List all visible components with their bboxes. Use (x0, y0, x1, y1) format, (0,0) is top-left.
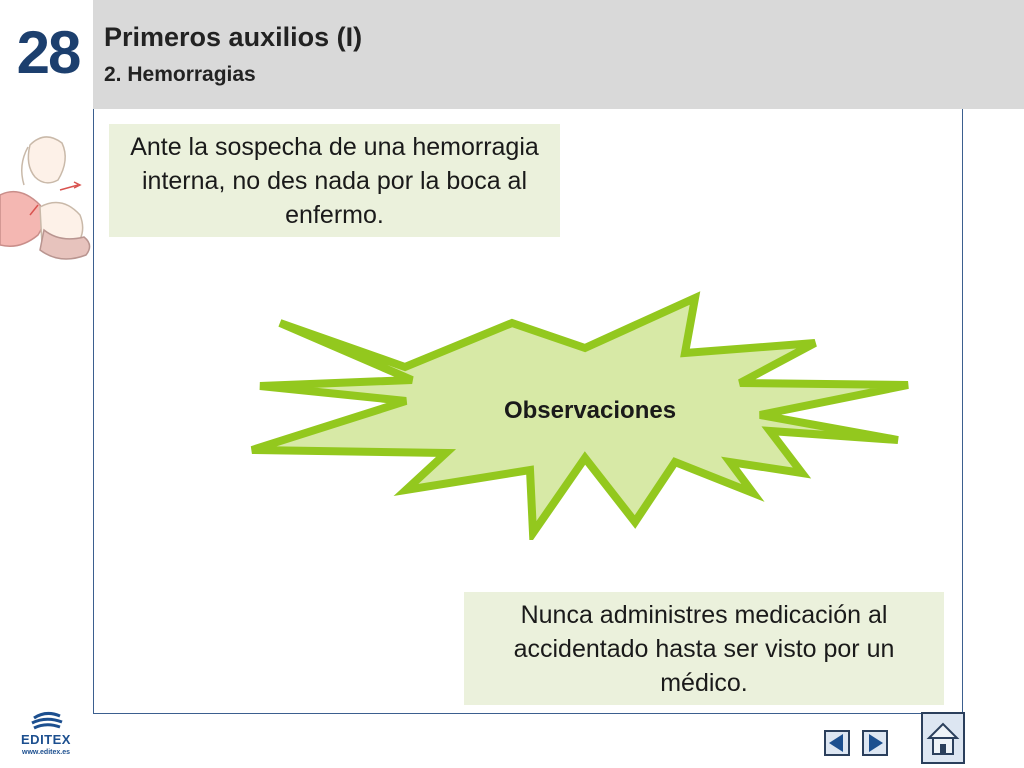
home-button[interactable] (921, 712, 965, 764)
starburst-label: Observaciones (503, 397, 677, 424)
note-medication: Nunca administres medicación al accidentado hasta ser visto por un médico. (464, 592, 944, 705)
previous-slide-button[interactable] (824, 730, 850, 756)
chapter-number: 28 (16, 19, 80, 86)
slide-title: Primeros auxilios (I) (104, 22, 363, 52)
first-aid-illustration (0, 125, 100, 270)
header-band (93, 0, 1024, 109)
slide-subtitle: 2. Hemorragias (104, 63, 256, 86)
logo-url: www.editex.es (22, 749, 70, 756)
note-internal-hemorrhage: Ante la sospecha de una hemorragia interna, no des nada por la boca al enfermo. (109, 124, 560, 237)
editex-logo (14, 710, 78, 762)
editex-logo-icon (14, 710, 78, 734)
logo-text: EDITEX (21, 732, 71, 747)
next-slide-button[interactable] (862, 730, 888, 756)
